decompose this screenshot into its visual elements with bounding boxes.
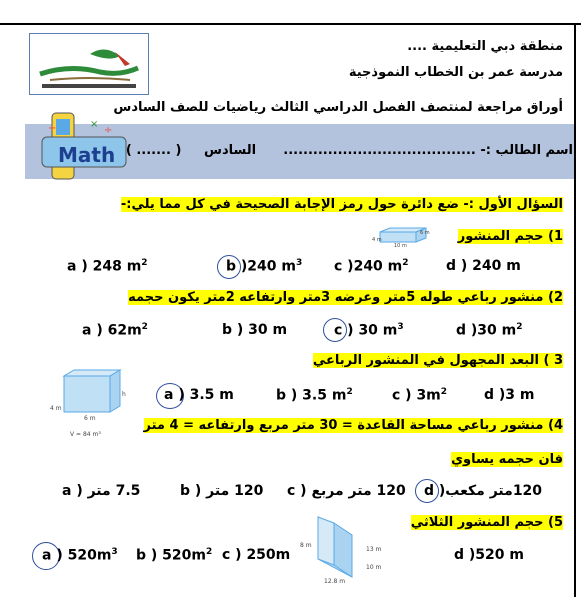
q1-fig-label-length: 10 m: [394, 243, 407, 248]
q1-text: 1) حجم المنشور: [457, 229, 563, 244]
q5-fig-label-10: 10 m: [366, 564, 382, 571]
q4-option-d[interactable]: 120متر مكعب( d: [424, 483, 543, 499]
q3-option-b[interactable]: b ) 3.5 $m^2$: [276, 387, 353, 404]
question-one-instruction-text: السؤال الأول :- ضع دائرة حول رمز الإجابة الصحيحة في كل مما يلي:-: [120, 197, 563, 212]
student-name-label: اسم الطالب :-: [480, 143, 573, 158]
q5-fig-label-8: 8 m: [300, 542, 312, 549]
grade-label: السادس: [204, 143, 257, 158]
q3-fig-label-width: 4 m: [50, 405, 62, 412]
top-border: [0, 23, 581, 25]
q3-fig-label-length: 6 m: [84, 415, 96, 422]
q3-prism-figure: [50, 368, 136, 440]
svg-text:÷: ÷: [104, 125, 113, 136]
student-line: [126, 143, 573, 158]
q5-option-a[interactable]: a ) $520m^3$: [42, 547, 118, 564]
q5-option-c[interactable]: c ) 250m: [222, 547, 291, 563]
q5-fig-label-13: 13 m: [366, 546, 382, 553]
q1-option-a[interactable]: a ) 248 $m^2$: [67, 258, 148, 275]
q4-text-2: فان حجمه يساوي: [451, 452, 563, 467]
q2-option-d[interactable]: d )30 $m^2$: [456, 322, 523, 339]
q5-fig-label-12-8: 12.8 m: [324, 578, 346, 585]
section-placeholder: ( ....... ): [125, 143, 182, 158]
q2-text: 2) منشور رباعي طوله 5متر وعرضه 3متر وارتفاعه 2متر يكون حجمه: [128, 290, 563, 305]
q4-option-c[interactable]: 120 متر مربع ( c: [287, 483, 406, 499]
svg-text:×: ×: [90, 119, 99, 130]
q4-option-b[interactable]: 120 متر ( b: [180, 483, 264, 499]
q3-prompt: [313, 353, 563, 368]
q1-fig-label-height: 4 m: [372, 237, 382, 243]
question-one-instruction: [121, 197, 563, 212]
q5-text: 5) حجم المنشور الثلاثي: [410, 515, 563, 530]
q3-text: 3 ) البعد المجهول في المنشور الرباعي: [312, 353, 563, 368]
q3-fig-label-volume: V = 84 m³: [70, 431, 101, 438]
q1-option-c[interactable]: c )240 $m^2$: [334, 258, 409, 275]
q1-prism-figure: [372, 226, 430, 248]
side-border: [574, 23, 576, 597]
q3-fig-label-h: h: [122, 391, 126, 398]
q1-fig-label-width: 6 m: [420, 230, 430, 236]
q4-prompt: [144, 418, 563, 433]
q2-option-a[interactable]: a ) $62m^2$: [82, 322, 148, 339]
q5-option-b[interactable]: b ) $520m^2$: [136, 547, 213, 564]
math-logo: [34, 107, 130, 185]
q4-option-a[interactable]: 7.5 متر ( a: [62, 483, 141, 499]
q3-option-c[interactable]: c ) $3m^2$: [392, 387, 448, 404]
q5-prompt: [411, 515, 563, 530]
worksheet-title: أوراق مراجعة لمنتصف الفصل الدراسي الثالث رياضيات للصف السادس: [113, 100, 563, 115]
math-logo-text: Math: [58, 143, 116, 167]
school-logo: [29, 33, 149, 95]
q3-option-d[interactable]: d )3 m: [484, 387, 535, 403]
q1-option-d[interactable]: d ) 240 m: [446, 258, 521, 274]
q1-option-b[interactable]: b )240 $m^3$: [226, 258, 303, 275]
q2-prompt: [128, 290, 563, 305]
q4-prompt-2: [451, 452, 563, 467]
svg-text:+: +: [48, 123, 57, 134]
q1-prompt: [458, 229, 563, 244]
student-name-dots: .......................................: [283, 143, 476, 158]
q2-option-b[interactable]: b ) 30 m: [222, 322, 288, 338]
q5-triangular-prism-figure: [296, 513, 386, 585]
q3-option-a[interactable]: a ) 3.5 m: [164, 387, 234, 403]
education-zone: منطقة دبي التعليمية ....: [407, 39, 563, 54]
q4-text: 4) منشور رباعي مساحة القاعدة = 30 متر مربع وارتفاعه = 4 متر: [143, 418, 563, 433]
q5-option-d[interactable]: d )520 m: [454, 547, 524, 563]
q2-option-c[interactable]: c ) 30 $m^3$: [334, 322, 404, 339]
school-name: مدرسة عمر بن الخطاب النموذجية: [348, 65, 563, 80]
